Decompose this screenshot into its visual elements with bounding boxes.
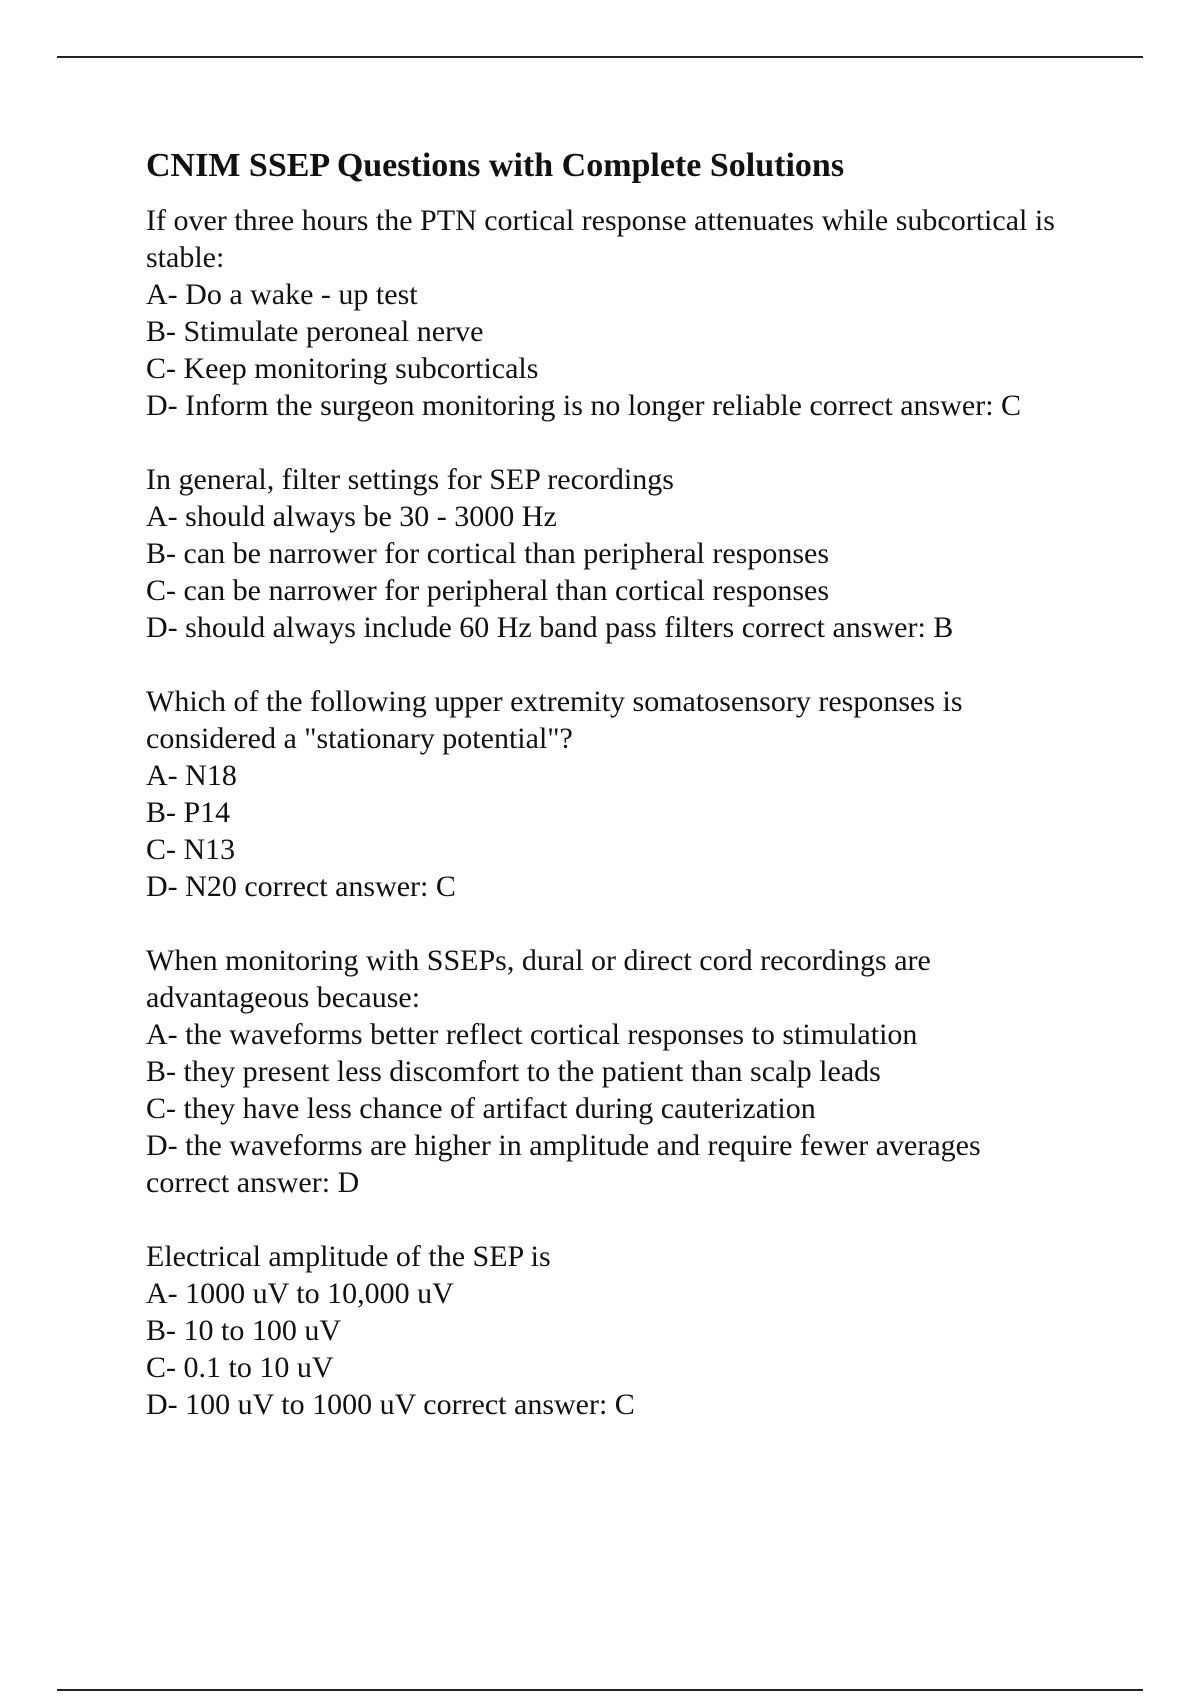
question-4-option-d: D- the waveforms are higher in amplitude and require fewer averages xyxy=(146,1129,981,1162)
question-1-text: If over three hours the PTN cortical response attenuates while subcortical is stable: xyxy=(146,204,1055,274)
question-1-option-c: C- Keep monitoring subcorticals xyxy=(146,352,539,385)
question-3-option-b: B- P14 xyxy=(146,796,231,829)
question-5-option-b: B- 10 to 100 uV xyxy=(146,1314,341,1347)
question-3-option-c: C- N13 xyxy=(146,833,236,866)
question-2-option-a: A- should always be 30 - 3000 Hz xyxy=(146,500,557,533)
question-5 xyxy=(146,1238,1146,1423)
question-1 xyxy=(146,202,1146,424)
bottom-rule xyxy=(57,1689,1143,1691)
question-3-text: Which of the following upper extremity somatosensory responses is considered a "stationary potential"? xyxy=(146,685,963,755)
question-2-answer: correct answer: B xyxy=(741,611,954,644)
question-4-option-c: C- they have less chance of artifact during cauterization xyxy=(146,1092,816,1125)
question-3-answer: correct answer: C xyxy=(244,870,456,903)
question-3-option-d-text: D- N20 xyxy=(146,870,237,903)
question-4 xyxy=(146,942,1146,1201)
question-5-text: Electrical amplitude of the SEP is xyxy=(146,1240,551,1273)
question-2 xyxy=(146,461,1146,646)
question-5-option-d xyxy=(146,1386,1146,1423)
question-4-answer: correct answer: D xyxy=(146,1166,360,1199)
question-5-answer: correct answer: C xyxy=(423,1388,635,1421)
question-2-option-d xyxy=(146,609,1146,646)
question-3-option-a: A- N18 xyxy=(146,759,237,792)
question-5-option-d-text: D- 100 uV to 1000 uV xyxy=(146,1388,416,1421)
question-4-option-b: B- they present less discomfort to the patient than scalp leads xyxy=(146,1055,881,1088)
question-2-option-d-text: D- should always include 60 Hz band pass filters xyxy=(146,611,735,644)
question-4-option-a: A- the waveforms better reflect cortical responses to stimulation xyxy=(146,1018,918,1051)
question-2-text: In general, filter settings for SEP recordings xyxy=(146,463,674,496)
question-3 xyxy=(146,683,1146,905)
question-2-option-b: B- can be narrower for cortical than peripheral responses xyxy=(146,537,830,570)
question-2-option-c: C- can be narrower for peripheral than cortical responses xyxy=(146,574,830,607)
top-rule xyxy=(57,56,1143,58)
question-1-option-b: B- Stimulate peroneal nerve xyxy=(146,315,484,348)
document-body xyxy=(146,142,1146,1460)
question-1-option-a: A- Do a wake - up test xyxy=(146,278,418,311)
question-1-answer: correct answer: C xyxy=(809,389,1022,422)
document-title: CNIM SSEP Questions with Complete Solutions xyxy=(146,147,845,184)
question-5-option-a: A- 1000 uV to 10,000 uV xyxy=(146,1277,454,1310)
question-4-text: When monitoring with SSEPs, dural or direct cord recordings are advantageous because: xyxy=(146,944,931,1014)
question-3-option-d xyxy=(146,868,1146,905)
question-1-option-d-text: D- Inform the surgeon monitoring is no longer reliable xyxy=(146,389,802,422)
question-1-option-d xyxy=(146,387,1146,424)
question-5-option-c: C- 0.1 to 10 uV xyxy=(146,1351,334,1384)
